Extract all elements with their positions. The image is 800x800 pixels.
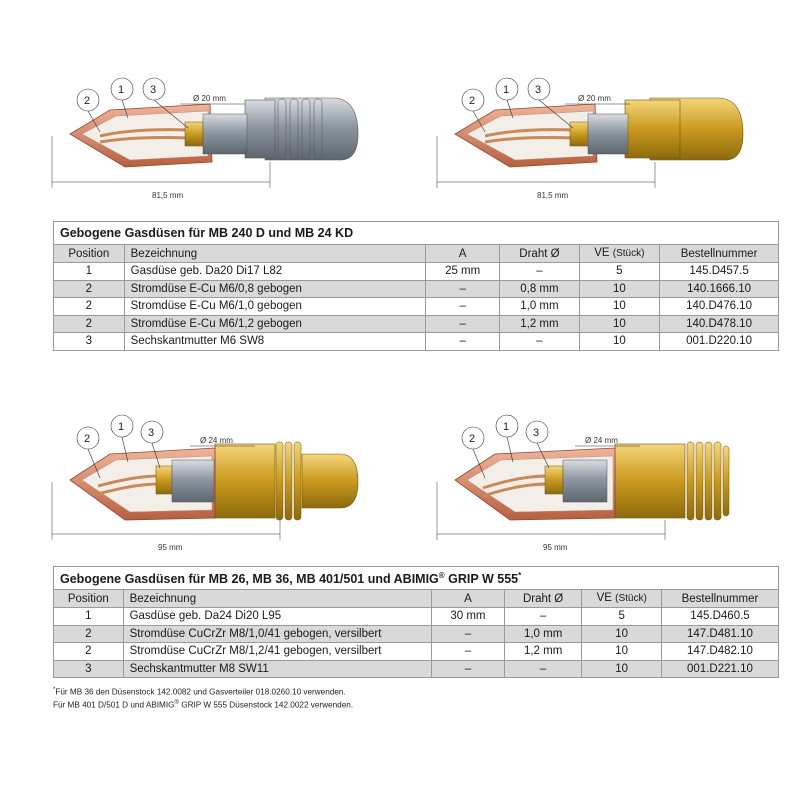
- cell-bezeichnung: Stromdüse E-Cu M6/0,8 gebogen: [124, 280, 425, 298]
- cell-bezeichnung: Stromdüse E-Cu M6/1,2 gebogen: [124, 315, 425, 333]
- table-row: [54, 643, 779, 661]
- cell-position: 1: [54, 608, 124, 626]
- cell-a: –: [426, 333, 500, 351]
- parts-table-mb26: [53, 566, 779, 678]
- col-a: A: [432, 590, 505, 608]
- table-row: [54, 608, 779, 626]
- col-bestellnummer: Bestellnummer: [661, 590, 778, 608]
- callout-2: 2: [84, 95, 91, 107]
- table-title: Gebogene Gasdüsen für MB 26, MB 36, MB 401/501 und ABIMIG® GRIP W 555*: [54, 567, 779, 590]
- callout-3: 3: [535, 84, 542, 96]
- footnote-2: Für MB 401 D/501 D und ABIMIG® GRIP W 555 Düsenstock 142.0022 verwenden.: [53, 700, 354, 710]
- table-row: [54, 263, 779, 281]
- nozzle-diagram-mb26-a: [40, 412, 380, 552]
- cell-position: 3: [54, 333, 125, 351]
- col-ve: VE (Stück): [579, 245, 660, 263]
- cell-position: 2: [54, 643, 124, 661]
- cell-bezeichnung: Gasdüse geb. Da20 Di17 L82: [124, 263, 425, 281]
- col-a: A: [426, 245, 500, 263]
- cell-ve: 10: [579, 315, 660, 333]
- nozzle-diagram-mb26-b: [425, 412, 765, 552]
- cell-bezeichnung: Stromdüse CuCrZr M8/1,2/41 gebogen, versilbert: [123, 643, 432, 661]
- callout-1: 1: [503, 84, 510, 96]
- col-position: Position: [54, 590, 124, 608]
- cell-bestellnummer: 147.D481.10: [661, 625, 778, 643]
- cell-bestellnummer: 140.1666.10: [660, 280, 779, 298]
- cell-bezeichnung: Gasdüse geb. Da24 Di20 L95: [123, 608, 432, 626]
- cell-draht: 1,0 mm: [504, 625, 582, 643]
- col-draht: Draht Ø: [504, 590, 582, 608]
- cell-draht: –: [504, 608, 582, 626]
- cell-bestellnummer: 001.D221.10: [661, 660, 778, 678]
- length-label: 95 mm: [158, 543, 183, 552]
- cell-ve: 5: [579, 263, 660, 281]
- cell-bestellnummer: 147.D482.10: [661, 643, 778, 661]
- callout-2: 2: [84, 433, 91, 445]
- cell-a: –: [426, 298, 500, 316]
- length-label: 95 mm: [543, 543, 568, 552]
- cell-a: –: [432, 625, 505, 643]
- table-row: [54, 280, 779, 298]
- cell-draht: –: [500, 333, 579, 351]
- cell-position: 1: [54, 263, 125, 281]
- callout-2: 2: [469, 433, 476, 445]
- cell-bestellnummer: 001.D220.10: [660, 333, 779, 351]
- cell-bezeichnung: Stromdüse E-Cu M6/1,0 gebogen: [124, 298, 425, 316]
- cell-bestellnummer: 145.D457.5: [660, 263, 779, 281]
- cell-a: 25 mm: [426, 263, 500, 281]
- cell-a: 30 mm: [432, 608, 505, 626]
- cell-a: –: [426, 280, 500, 298]
- diameter-label: Ø 24 mm: [585, 436, 618, 445]
- parts-table-mb240: [53, 221, 779, 351]
- diameter-label: Ø 20 mm: [578, 94, 611, 103]
- callout-1: 1: [503, 421, 510, 433]
- cell-bezeichnung: Sechskantmutter M6 SW8: [124, 333, 425, 351]
- cell-ve: 10: [579, 333, 660, 351]
- cell-position: 2: [54, 280, 125, 298]
- cell-bezeichnung: Sechskantmutter M8 SW11: [123, 660, 432, 678]
- col-bestellnummer: Bestellnummer: [660, 245, 779, 263]
- cell-draht: 1,0 mm: [500, 298, 579, 316]
- cell-draht: –: [504, 660, 582, 678]
- cell-ve: 10: [582, 625, 661, 643]
- table-row: [54, 625, 779, 643]
- cell-a: –: [432, 660, 505, 678]
- diameter-label: Ø 24 mm: [200, 436, 233, 445]
- cell-a: –: [426, 315, 500, 333]
- cell-position: 2: [54, 298, 125, 316]
- diameter-label: Ø 20 mm: [193, 94, 226, 103]
- cell-draht: 1,2 mm: [500, 315, 579, 333]
- callout-3: 3: [148, 427, 155, 439]
- table-row: [54, 660, 779, 678]
- col-position: Position: [54, 245, 125, 263]
- cell-draht: 1,2 mm: [504, 643, 582, 661]
- cell-ve: 5: [582, 608, 661, 626]
- table-row: [54, 298, 779, 316]
- cell-a: –: [432, 643, 505, 661]
- callout-1: 1: [118, 421, 125, 433]
- callout-3: 3: [150, 84, 157, 96]
- table-row: [54, 333, 779, 351]
- table-row: [54, 315, 779, 333]
- cell-ve: 10: [579, 280, 660, 298]
- nozzle-diagram-mb240-steel: [40, 70, 380, 210]
- cell-ve: 10: [582, 643, 661, 661]
- cell-position: 2: [54, 625, 124, 643]
- length-label: 81,5 mm: [537, 191, 569, 200]
- cell-bezeichnung: Stromdüse CuCrZr M8/1,0/41 gebogen, versilbert: [123, 625, 432, 643]
- length-label: 81,5 mm: [152, 191, 184, 200]
- cell-draht: –: [500, 263, 579, 281]
- cell-bestellnummer: 140.D478.10: [660, 315, 779, 333]
- col-draht: Draht Ø: [500, 245, 579, 263]
- footnote-1: *Für MB 36 den Düsenstock 142.0082 und Gasverteiler 018.0260.10 verwenden.: [53, 687, 346, 697]
- callout-2: 2: [469, 95, 476, 107]
- cell-bestellnummer: 140.D476.10: [660, 298, 779, 316]
- cell-ve: 10: [579, 298, 660, 316]
- col-bezeichnung: Bezeichnung: [123, 590, 432, 608]
- callout-3: 3: [533, 427, 540, 439]
- col-ve: VE (Stück): [582, 590, 661, 608]
- table-title: Gebogene Gasdüsen für MB 240 D und MB 24 KD: [54, 222, 779, 245]
- col-bezeichnung: Bezeichnung: [124, 245, 425, 263]
- cell-position: 2: [54, 315, 125, 333]
- callout-1: 1: [118, 84, 125, 96]
- cell-position: 3: [54, 660, 124, 678]
- cell-ve: 10: [582, 660, 661, 678]
- cell-draht: 0,8 mm: [500, 280, 579, 298]
- nozzle-diagram-mb240-brass: [425, 70, 765, 210]
- cell-bestellnummer: 145.D460.5: [661, 608, 778, 626]
